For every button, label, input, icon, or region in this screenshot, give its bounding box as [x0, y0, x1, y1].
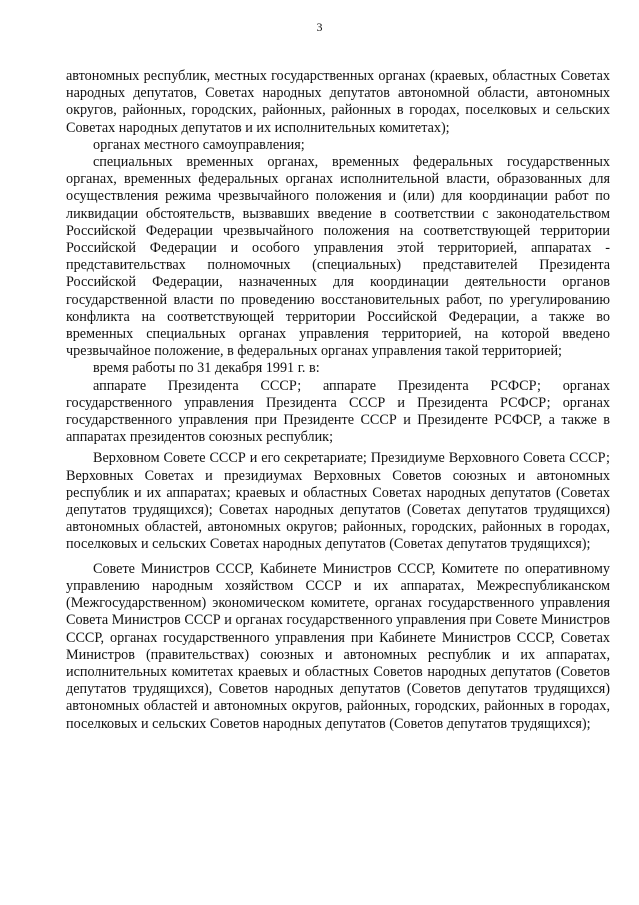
paragraph-council-of-ministers: Совете Министров СССР, Кабинете Министров СССР, Комитете по оперативному управлению народным хозяйством СССР и их аппаратах, Межреспубликанском (Межгосударственном) экономическом комитете, органах государственного управления Совета Министров СССР и органах государственного управления при Совете Министров СССР, органах государственного управления при Кабинете Министров СССР, Советах Министров (правительствах) союзных и автономных республик и их аппаратах, исполнительных комитетах краевых и областных Советов народных депутатов (Советов депутатов трудящихся), Советов народных депутатов (Советов депутатов трудящихся) автономных областей и автономных округов, районных, городских, районных в городах, поселковых и сельских Советов народных депутатов (Советов депутатов трудящихся);: [66, 560, 610, 732]
paragraph-continuation: автономных республик, местных государственных органах (краевых, областных Советах народных депутатов, Советах народных депутатов автономной области, автономных округов, районных, городских, районных, районных в городах, поселковых и сельских Советах народных депутатов и их исполнительных комитетах);: [66, 68, 610, 136]
paragraph-president-apparatus: аппарате Президента СССР; аппарате Президента РСФСР; органах государственного управления Президента СССР и Президента РСФСР; органах государственного управления при Президенте СССР и Президенте РСФСР, а также в аппаратах президентов союзных республик;: [66, 377, 610, 446]
paragraph-local-self-government: органах местного самоуправления;: [93, 136, 305, 153]
page-number: 3: [316, 20, 323, 34]
document-body: [66, 68, 610, 733]
paragraph-work-period-heading: время работы по 31 декабря 1991 г. в:: [93, 360, 320, 377]
paragraph-supreme-soviet: Верховном Совете СССР и его секретариате; Президиуме Верховного Совета СССР; Верховных Советах и президиумах Верховных Советов союзных и автономных республик и их аппаратах; краевых и областных Советах народных депутатов (Советах депутатов трудящихся); Советах народных депутатов (Советах депутатов трудящихся) автономных областей, автономных округов; районных, городских, районных в городах, поселковых и сельских Советах народных депутатов (Советах депутатов трудящихся);: [66, 450, 610, 553]
paragraph-special-temporary-bodies: специальных временных органах, временных федеральных государственных органах, временных федеральных органах исполнительной власти, образованных для осуществления режима чрезвычайного положения и (или) для координации работ по ликвидации обстоятельств, вызвавших введение в соответствии с законодательством Российской Федерации чрезвычайного положения на соответствующей территории Российской Федерации и особого управления этой территорией, аппаратах - представительствах полномочных (специальных) представителей Президента Российской Федерации, назначенных для координации деятельности органов государственной власти по проведению восстановительных работ, по урегулированию конфликта на соответствующей территории Российской Федерации, а также во временных специальных органах управления территорией, на которой введено чрезвычайное положение, в федеральных органах управления такой территорией;: [66, 154, 610, 360]
